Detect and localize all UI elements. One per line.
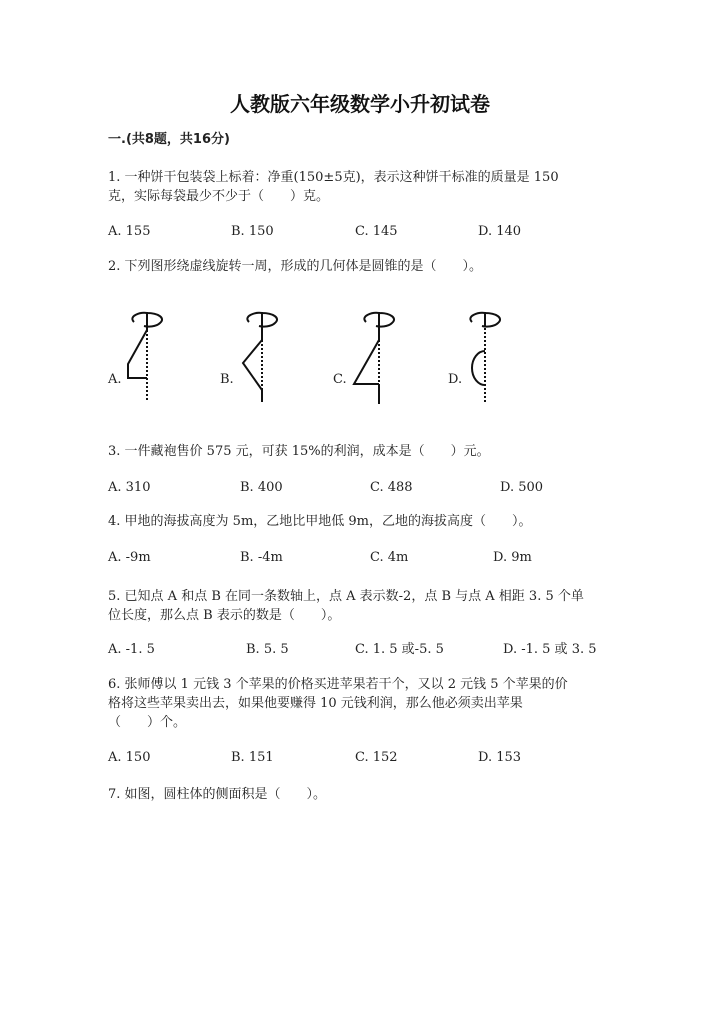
question-6-line-1: 6. 张师傅以 1 元钱 3 个苹果的价格买进苹果若干个，又以 2 元钱 5 个苹果的价 [108,677,568,692]
question-1-option-a[interactable]: A. 155 [108,224,151,239]
question-1-line-2: 克，实际每袋最少不少于（ ）克。 [108,189,330,204]
question-2-line-1: 2. 下列图形绕虚线旋转一周，形成的几何体是圆锥的是（ ）。 [108,259,483,274]
question-6-option-b[interactable]: B. 151 [231,750,274,765]
question-5-line-1: 5. 已知点 A 和点 B 在同一条数轴上，点 A 表示数-2，点 B 与点 A 相距 3. 5 个单 [108,589,584,604]
question-6-option-d[interactable]: D. 153 [478,750,522,765]
question-4-option-a[interactable]: A. -9m [108,550,151,565]
question-5-option-a[interactable]: A. -1. 5 [108,642,155,657]
figure-a-trapezoid [128,312,162,400]
question-1-line-1: 1. 一种饼干包装袋上标着：净重(150±5克)，表示这种饼干标准的质量是 150 [108,170,559,185]
question-5-line-2: 位长度，那么点 B 表示的数是（ ）。 [108,608,341,623]
question-5-option-d[interactable]: D. -1. 5 或 3. 5 [503,642,597,657]
question-6-line-2: 格将这些苹果卖出去，如果他要赚得 10 元钱利润，那么他必须卖出苹果 [108,696,523,711]
question-2-option-c[interactable]: C. [333,372,347,387]
question-2-option-a[interactable]: A. [108,372,122,387]
question-2-option-d[interactable]: D. [448,372,463,387]
question-2-option-b[interactable]: B. [220,372,234,387]
figure-b-triangle [243,312,277,402]
section-heading: 一.(共8题，共16分) [108,132,230,147]
question-5-option-c[interactable]: C. 1. 5 或-5. 5 [355,642,444,657]
question-1-option-d[interactable]: D. 140 [478,224,522,239]
question-1-option-b[interactable]: B. 150 [231,224,274,239]
question-4-line-1: 4. 甲地的海拔高度为 5m，乙地比甲地低 9m，乙地的海拔高度（ ）。 [108,514,532,529]
question-5-option-b[interactable]: B. 5. 5 [246,642,289,657]
question-4-option-c[interactable]: C. 4m [370,550,409,565]
question-3-option-b[interactable]: B. 400 [240,480,283,495]
question-4-option-d[interactable]: D. 9m [493,550,532,565]
question-3-option-c[interactable]: C. 488 [370,480,413,495]
question-7-line-1: 7. 如图，圆柱体的侧面积是（ ）。 [108,787,327,802]
question-6-line-3: （ ）个。 [108,715,187,730]
rotation-figures [0,300,720,410]
question-3-line-1: 3. 一件藏袍售价 575 元，可获 15%的利润，成本是（ ）元。 [108,444,490,459]
question-6-option-c[interactable]: C. 152 [355,750,398,765]
figure-c-right-triangle [354,312,394,404]
question-1-option-c[interactable]: C. 145 [355,224,398,239]
question-4-option-b[interactable]: B. -4m [240,550,283,565]
question-6-option-a[interactable]: A. 150 [108,750,151,765]
figure-d-semicircle [470,312,500,404]
question-3-option-d[interactable]: D. 500 [500,480,544,495]
page-title: 人教版六年级数学小升初试卷 [230,92,490,116]
question-3-option-a[interactable]: A. 310 [108,480,151,495]
